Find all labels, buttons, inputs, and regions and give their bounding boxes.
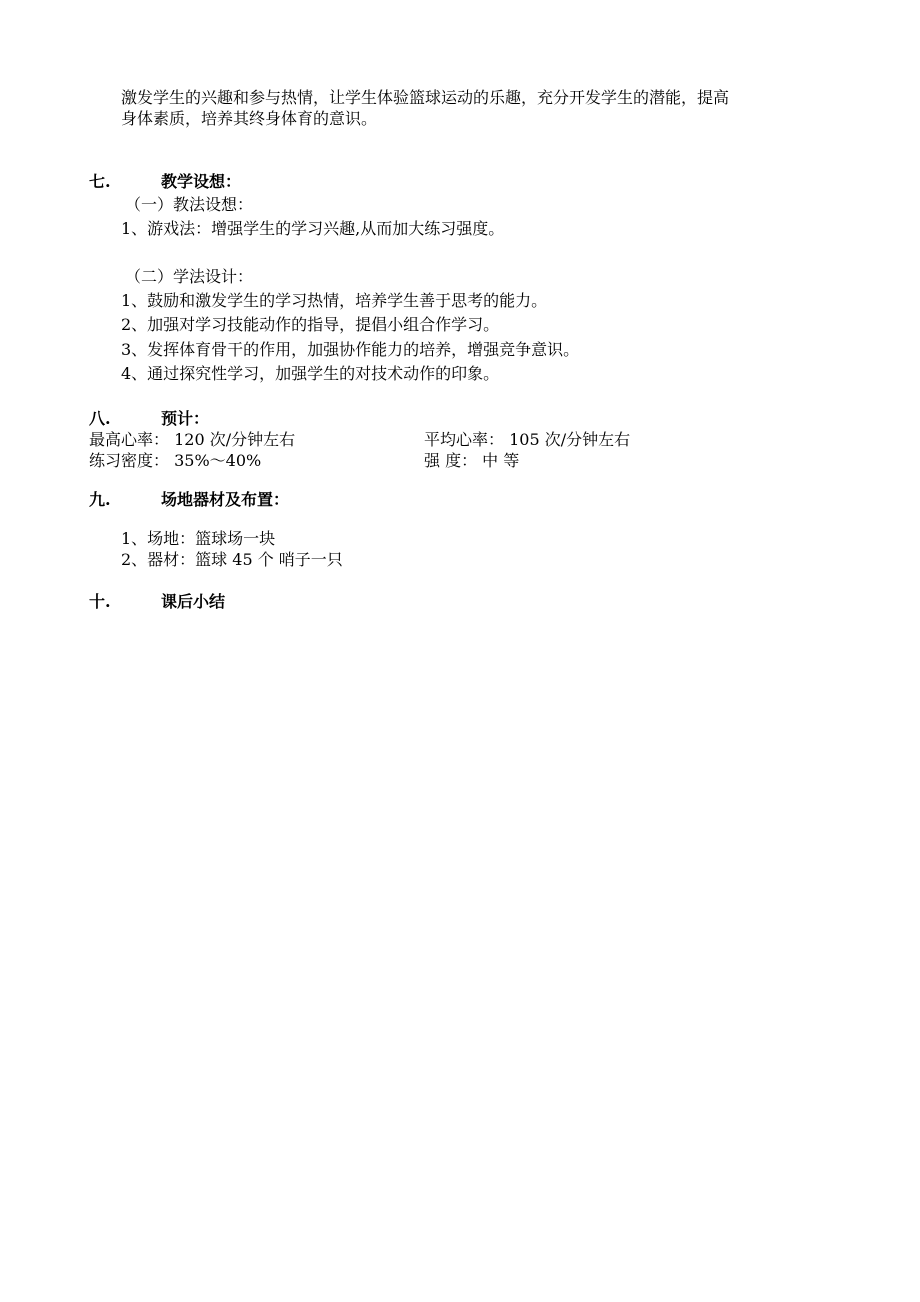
learning-method-item: 2、加强对学习技能动作的指导，提倡小组合作学习。 xyxy=(121,315,500,334)
max-heart-rate: 最高心率： 120 次/分钟左右 xyxy=(89,430,296,449)
section-7-title: 教学设想： xyxy=(161,172,242,191)
section-9-number: 九. xyxy=(89,490,111,509)
exercise-intensity: 强 度： 中 等 xyxy=(424,451,520,470)
intro-line-2: 身体素质，培养其终身体育的意识。 xyxy=(121,109,378,128)
section-10-heading xyxy=(89,592,225,612)
equipment-item: 2、器材：篮球 45 个 哨子一只 xyxy=(121,550,343,569)
teaching-method-item: 1、游戏法：增强学生的学习兴趣,从而加大练习强度。 xyxy=(121,219,505,238)
intro-line-1: 激发学生的兴趣和参与热情，让学生体验篮球运动的乐趣，充分开发学生的潜能，提高 xyxy=(121,88,730,107)
section-8-number: 八. xyxy=(89,409,111,428)
section-10-title: 课后小结 xyxy=(161,592,226,611)
learning-method-item: 3、发挥体育骨干的作用，加强协作能力的培养，增强竞争意识。 xyxy=(121,340,580,359)
learning-method-item: 4、通过探究性学习，加强学生的对技术动作的印象。 xyxy=(121,364,500,383)
exercise-density: 练习密度： 35%～40% xyxy=(89,451,262,470)
section-8-title: 预计： xyxy=(161,409,210,428)
section-7-heading xyxy=(89,172,241,192)
section-9-title: 场地器材及布置： xyxy=(161,490,290,509)
venue-item: 1、场地：篮球场一块 xyxy=(121,529,276,548)
learning-method-item: 1、鼓励和激发学生的学习热情，培养学生善于思考的能力。 xyxy=(121,291,548,310)
subsection-1-heading: （一）教法设想： xyxy=(125,195,254,214)
section-8-heading xyxy=(89,409,209,429)
subsection-2-heading: （二）学法设计： xyxy=(125,267,254,286)
average-heart-rate: 平均心率： 105 次/分钟左右 xyxy=(424,430,631,449)
section-7-number: 七. xyxy=(89,172,111,191)
section-9-heading xyxy=(89,490,289,510)
section-10-number: 十. xyxy=(89,592,111,611)
